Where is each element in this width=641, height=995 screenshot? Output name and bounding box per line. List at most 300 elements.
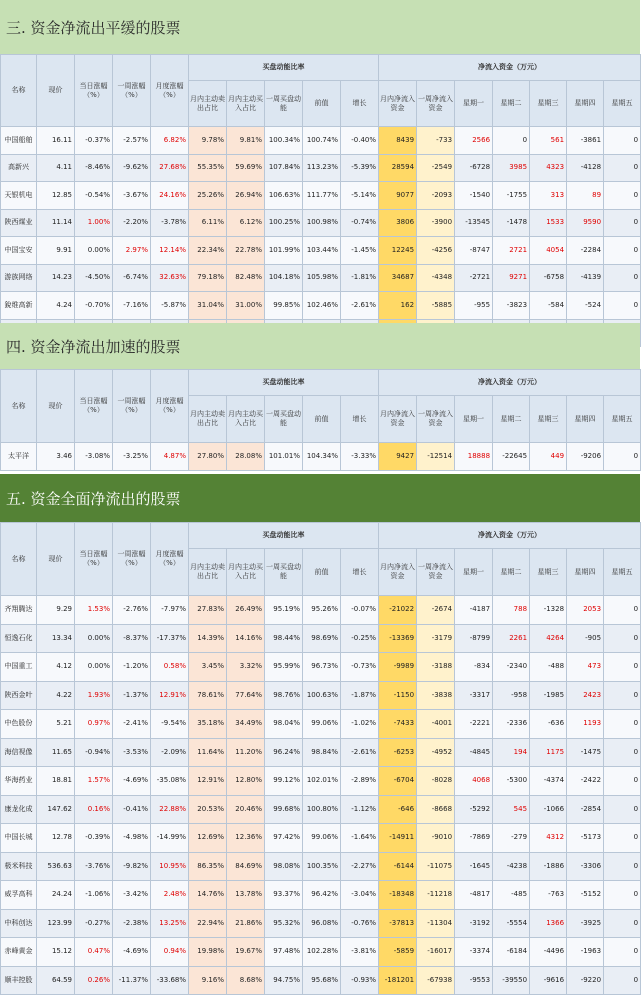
col-header-day-change: 当日涨幅（%） <box>75 55 113 127</box>
week-net-inflow-cell: -4256 <box>417 237 455 265</box>
growth-cell: -0.40% <box>341 127 379 155</box>
col-header-name: 名称 <box>1 523 37 596</box>
week-buy-energy-cell: 99.12% <box>265 767 303 796</box>
wednesday-cell: -763 <box>530 881 567 910</box>
growth-cell: -0.73% <box>341 653 379 682</box>
tuesday-cell: -958 <box>493 681 530 710</box>
thursday-cell: 473 <box>567 653 604 682</box>
month-sell-ratio-cell: 9.78% <box>189 127 227 155</box>
monday-cell: -5292 <box>455 795 493 824</box>
week-net-inflow-cell: -12514 <box>417 443 455 471</box>
month-net-inflow-cell: -1150 <box>379 681 417 710</box>
day-change-cell: 0.16% <box>75 795 113 824</box>
prev-value-cell: 100.63% <box>303 681 341 710</box>
month-change-cell: 10.95% <box>151 852 189 881</box>
week-net-inflow-cell: -4952 <box>417 738 455 767</box>
day-change-cell: -0.70% <box>75 292 113 320</box>
col-header-day-change: 当日涨幅（%） <box>75 523 113 596</box>
name-cell: 中科创达 <box>1 909 37 938</box>
month-net-inflow-cell: -18348 <box>379 881 417 910</box>
week-net-inflow-cell: -733 <box>417 127 455 155</box>
growth-cell: -2.89% <box>341 767 379 796</box>
thursday-cell: -5173 <box>567 824 604 853</box>
growth-cell: -3.33% <box>341 443 379 471</box>
col-header-monday: 星期一 <box>455 549 493 596</box>
day-change-cell: 1.93% <box>75 681 113 710</box>
thursday-cell: -2854 <box>567 795 604 824</box>
week-change-cell: -4.98% <box>113 824 151 853</box>
wednesday-cell: 1366 <box>530 909 567 938</box>
monday-cell: -4817 <box>455 881 493 910</box>
day-change-cell: 0.47% <box>75 938 113 967</box>
month-buy-ratio-cell: 84.69% <box>227 852 265 881</box>
week-change-cell: -3.42% <box>113 881 151 910</box>
thursday-cell: -9220 <box>567 966 604 995</box>
wednesday-cell: 313 <box>530 182 567 210</box>
prev-value-cell: 113.23% <box>303 154 341 182</box>
week-change-cell: -6.74% <box>113 264 151 292</box>
day-change-cell: 0.00% <box>75 624 113 653</box>
week-buy-energy-cell: 96.24% <box>265 738 303 767</box>
price-cell: 11.14 <box>37 209 75 237</box>
thursday-cell: -5152 <box>567 881 604 910</box>
name-cell: 高新兴 <box>1 154 37 182</box>
day-change-cell: -4.50% <box>75 264 113 292</box>
price-cell: 4.24 <box>37 292 75 320</box>
month-buy-ratio-cell: 9.81% <box>227 127 265 155</box>
wednesday-cell: 4323 <box>530 154 567 182</box>
month-buy-ratio-cell: 82.48% <box>227 264 265 292</box>
tuesday-cell: -279 <box>493 824 530 853</box>
month-sell-ratio-cell: 25.26% <box>189 182 227 210</box>
name-cell: 极米科技 <box>1 852 37 881</box>
month-sell-ratio-cell: 6.11% <box>189 209 227 237</box>
growth-cell: -0.76% <box>341 909 379 938</box>
day-change-cell: -8.46% <box>75 154 113 182</box>
day-change-cell: -3.08% <box>75 443 113 471</box>
group-header-net-inflow: 净流入资金（万元） <box>379 370 641 396</box>
tuesday-cell: -39550 <box>493 966 530 995</box>
col-header-growth: 增长 <box>341 396 379 443</box>
day-change-cell: 0.00% <box>75 653 113 682</box>
day-change-cell: 0.00% <box>75 237 113 265</box>
month-net-inflow-cell: -181201 <box>379 966 417 995</box>
table-row <box>1 881 641 910</box>
table-row <box>1 596 641 625</box>
prev-value-cell: 102.01% <box>303 767 341 796</box>
month-sell-ratio-cell: 35.18% <box>189 710 227 739</box>
week-buy-energy-cell: 97.42% <box>265 824 303 853</box>
month-sell-ratio-cell: 20.53% <box>189 795 227 824</box>
week-change-cell: -3.25% <box>113 443 151 471</box>
name-cell: 中国宝安 <box>1 237 37 265</box>
week-change-cell: -1.37% <box>113 681 151 710</box>
friday-cell: 0 <box>604 209 641 237</box>
month-net-inflow-cell: 9427 <box>379 443 417 471</box>
col-header-month-sell: 月内主动卖出占比 <box>189 81 227 127</box>
month-net-inflow-cell: -646 <box>379 795 417 824</box>
thursday-cell: -2284 <box>567 237 604 265</box>
price-cell: 24.24 <box>37 881 75 910</box>
friday-cell: 0 <box>604 909 641 938</box>
wednesday-cell: -1985 <box>530 681 567 710</box>
month-net-inflow-cell: -6253 <box>379 738 417 767</box>
day-change-cell: 1.53% <box>75 596 113 625</box>
monday-cell: -1540 <box>455 182 493 210</box>
week-buy-energy-cell: 107.84% <box>265 154 303 182</box>
col-header-month-buy: 月内主动买入占比 <box>227 396 265 443</box>
group-header-buy-ratio: 买盘动能比率 <box>189 523 379 549</box>
thursday-cell: 2053 <box>567 596 604 625</box>
month-sell-ratio-cell: 86.35% <box>189 852 227 881</box>
month-net-inflow-cell: 8439 <box>379 127 417 155</box>
name-cell: 华海药业 <box>1 767 37 796</box>
month-change-cell: 4.87% <box>151 443 189 471</box>
month-sell-ratio-cell: 27.80% <box>189 443 227 471</box>
month-sell-ratio-cell: 11.64% <box>189 738 227 767</box>
growth-cell: -2.27% <box>341 852 379 881</box>
month-change-cell: 2.48% <box>151 881 189 910</box>
day-change-cell: 1.57% <box>75 767 113 796</box>
table-row <box>1 767 641 796</box>
month-change-cell: -2.09% <box>151 738 189 767</box>
prev-value-cell: 105.98% <box>303 264 341 292</box>
friday-cell: 0 <box>604 182 641 210</box>
month-change-cell: -17.37% <box>151 624 189 653</box>
week-change-cell: 2.97% <box>113 237 151 265</box>
table-row <box>1 966 641 995</box>
prev-value-cell: 99.06% <box>303 824 341 853</box>
month-sell-ratio-cell: 22.34% <box>189 237 227 265</box>
table-row <box>1 852 641 881</box>
tuesday-cell: -4238 <box>493 852 530 881</box>
table-row <box>1 909 641 938</box>
monday-cell: -955 <box>455 292 493 320</box>
prev-value-cell: 95.68% <box>303 966 341 995</box>
tuesday-cell: -1755 <box>493 182 530 210</box>
col-header-month-sell: 月内主动卖出占比 <box>189 396 227 443</box>
week-net-inflow-cell: -3179 <box>417 624 455 653</box>
col-header-week-buy-energy: 一周买盘动能 <box>265 396 303 443</box>
month-buy-ratio-cell: 11.20% <box>227 738 265 767</box>
price-cell: 3.46 <box>37 443 75 471</box>
growth-cell: -0.07% <box>341 596 379 625</box>
month-sell-ratio-cell: 9.16% <box>189 966 227 995</box>
month-sell-ratio-cell: 12.69% <box>189 824 227 853</box>
price-cell: 13.34 <box>37 624 75 653</box>
growth-cell: -0.93% <box>341 966 379 995</box>
prev-value-cell: 100.98% <box>303 209 341 237</box>
prev-value-cell: 98.84% <box>303 738 341 767</box>
month-change-cell: -3.78% <box>151 209 189 237</box>
col-header-week-change: 一周涨幅（%） <box>113 370 151 443</box>
week-net-inflow-cell: -3188 <box>417 653 455 682</box>
price-cell: 12.78 <box>37 824 75 853</box>
week-buy-energy-cell: 94.75% <box>265 966 303 995</box>
day-change-cell: -3.76% <box>75 852 113 881</box>
tuesday-cell: 0 <box>493 127 530 155</box>
month-buy-ratio-cell: 19.67% <box>227 938 265 967</box>
friday-cell: 0 <box>604 443 641 471</box>
table-row <box>1 237 641 265</box>
friday-cell: 0 <box>604 881 641 910</box>
col-header-friday: 星期五 <box>604 81 641 127</box>
table-row <box>1 938 641 967</box>
name-cell: 中国重工 <box>1 653 37 682</box>
table-row <box>1 443 641 471</box>
friday-cell: 0 <box>604 292 641 320</box>
monday-cell: -3374 <box>455 938 493 967</box>
monday-cell: -8799 <box>455 624 493 653</box>
month-buy-ratio-cell: 26.49% <box>227 596 265 625</box>
col-header-price: 现价 <box>37 523 75 596</box>
price-cell: 11.65 <box>37 738 75 767</box>
col-header-month-net: 月内净流入资金 <box>379 81 417 127</box>
friday-cell: 0 <box>604 264 641 292</box>
table-row <box>1 824 641 853</box>
col-header-month-buy: 月内主动买入占比 <box>227 549 265 596</box>
prev-value-cell: 95.26% <box>303 596 341 625</box>
monday-cell: -6728 <box>455 154 493 182</box>
week-net-inflow-cell: -4001 <box>417 710 455 739</box>
month-sell-ratio-cell: 19.98% <box>189 938 227 967</box>
growth-cell: -1.45% <box>341 237 379 265</box>
month-change-cell: -7.97% <box>151 596 189 625</box>
table-row <box>1 209 641 237</box>
name-cell: 陕西煤业 <box>1 209 37 237</box>
monday-cell: 4068 <box>455 767 493 796</box>
month-buy-ratio-cell: 31.00% <box>227 292 265 320</box>
week-buy-energy-cell: 98.44% <box>265 624 303 653</box>
tuesday-cell: -5300 <box>493 767 530 796</box>
col-header-growth: 增长 <box>341 81 379 127</box>
wednesday-cell: -1328 <box>530 596 567 625</box>
tuesday-cell: -485 <box>493 881 530 910</box>
monday-cell: -1645 <box>455 852 493 881</box>
month-change-cell: 0.58% <box>151 653 189 682</box>
prev-value-cell: 100.74% <box>303 127 341 155</box>
price-cell: 12.85 <box>37 182 75 210</box>
day-change-cell: 1.00% <box>75 209 113 237</box>
price-cell: 147.62 <box>37 795 75 824</box>
tuesday-cell: 2721 <box>493 237 530 265</box>
tuesday-cell: 194 <box>493 738 530 767</box>
group-header-buy-ratio: 买盘动能比率 <box>189 55 379 81</box>
month-change-cell: 13.25% <box>151 909 189 938</box>
week-buy-energy-cell: 100.25% <box>265 209 303 237</box>
tuesday-cell: -3823 <box>493 292 530 320</box>
week-change-cell: -2.76% <box>113 596 151 625</box>
week-change-cell: -9.62% <box>113 154 151 182</box>
col-header-monday: 星期一 <box>455 396 493 443</box>
monday-cell: -9553 <box>455 966 493 995</box>
tuesday-cell: 2261 <box>493 624 530 653</box>
month-sell-ratio-cell: 55.35% <box>189 154 227 182</box>
month-buy-ratio-cell: 77.64% <box>227 681 265 710</box>
month-net-inflow-cell: -21022 <box>379 596 417 625</box>
table-row <box>1 182 641 210</box>
price-cell: 15.12 <box>37 938 75 967</box>
growth-cell: -1.64% <box>341 824 379 853</box>
table-row <box>1 292 641 320</box>
month-sell-ratio-cell: 31.04% <box>189 292 227 320</box>
week-buy-energy-cell: 97.48% <box>265 938 303 967</box>
prev-value-cell: 100.80% <box>303 795 341 824</box>
week-net-inflow-cell: -16017 <box>417 938 455 967</box>
week-buy-energy-cell: 93.37% <box>265 881 303 910</box>
monday-cell: 2566 <box>455 127 493 155</box>
wednesday-cell: -1886 <box>530 852 567 881</box>
growth-cell: -1.12% <box>341 795 379 824</box>
price-cell: 18.81 <box>37 767 75 796</box>
col-header-wednesday: 星期三 <box>530 549 567 596</box>
col-header-price: 现价 <box>37 370 75 443</box>
friday-cell: 0 <box>604 966 641 995</box>
col-header-week-net: 一周净流入资金 <box>417 81 455 127</box>
price-cell: 64.59 <box>37 966 75 995</box>
week-change-cell: -4.69% <box>113 938 151 967</box>
week-change-cell: -11.37% <box>113 966 151 995</box>
week-change-cell: -8.37% <box>113 624 151 653</box>
group-header-buy-ratio: 买盘动能比率 <box>189 370 379 396</box>
month-sell-ratio-cell: 78.61% <box>189 681 227 710</box>
growth-cell: -0.25% <box>341 624 379 653</box>
week-change-cell: -3.67% <box>113 182 151 210</box>
growth-cell: -3.81% <box>341 938 379 967</box>
month-buy-ratio-cell: 22.78% <box>227 237 265 265</box>
col-header-month-sell: 月内主动卖出占比 <box>189 549 227 596</box>
thursday-cell: 9590 <box>567 209 604 237</box>
week-change-cell: -2.57% <box>113 127 151 155</box>
month-net-inflow-cell: 162 <box>379 292 417 320</box>
name-cell: 海信视像 <box>1 738 37 767</box>
monday-cell: -13545 <box>455 209 493 237</box>
month-net-inflow-cell: -6144 <box>379 852 417 881</box>
col-header-monday: 星期一 <box>455 81 493 127</box>
name-cell: 中色股份 <box>1 710 37 739</box>
week-buy-energy-cell: 98.08% <box>265 852 303 881</box>
thursday-cell: -4128 <box>567 154 604 182</box>
day-change-cell: -0.37% <box>75 127 113 155</box>
col-header-month-buy: 月内主动买入占比 <box>227 81 265 127</box>
monday-cell: -2721 <box>455 264 493 292</box>
month-sell-ratio-cell: 14.39% <box>189 624 227 653</box>
thursday-cell: -1475 <box>567 738 604 767</box>
monday-cell: -2221 <box>455 710 493 739</box>
section-title-3: 三. 资金净流出平缓的股票 <box>0 0 640 54</box>
week-buy-energy-cell: 98.04% <box>265 710 303 739</box>
col-header-name: 名称 <box>1 55 37 127</box>
col-header-wednesday: 星期三 <box>530 396 567 443</box>
month-net-inflow-cell: 28594 <box>379 154 417 182</box>
price-cell: 4.22 <box>37 681 75 710</box>
friday-cell: 0 <box>604 154 641 182</box>
month-buy-ratio-cell: 12.80% <box>227 767 265 796</box>
thursday-cell: -3925 <box>567 909 604 938</box>
week-net-inflow-cell: -5885 <box>417 292 455 320</box>
col-header-price: 现价 <box>37 55 75 127</box>
wednesday-cell: -6758 <box>530 264 567 292</box>
month-change-cell: -33.68% <box>151 966 189 995</box>
month-net-inflow-cell: -13369 <box>379 624 417 653</box>
name-cell: 顺丰控股 <box>1 966 37 995</box>
wednesday-cell: 449 <box>530 443 567 471</box>
month-sell-ratio-cell: 79.18% <box>189 264 227 292</box>
price-cell: 536.63 <box>37 852 75 881</box>
week-change-cell: -2.38% <box>113 909 151 938</box>
week-change-cell: -4.69% <box>113 767 151 796</box>
table-row <box>1 681 641 710</box>
col-header-growth: 增长 <box>341 549 379 596</box>
week-net-inflow-cell: -11218 <box>417 881 455 910</box>
monday-cell: -3317 <box>455 681 493 710</box>
name-cell: 威孚高科 <box>1 881 37 910</box>
wednesday-cell: -488 <box>530 653 567 682</box>
stock-table-5 <box>0 522 641 995</box>
week-change-cell: -0.41% <box>113 795 151 824</box>
name-cell: 游族网络 <box>1 264 37 292</box>
monday-cell: -4845 <box>455 738 493 767</box>
col-header-month-change: 月度涨幅（%） <box>151 55 189 127</box>
col-header-week-change: 一周涨幅（%） <box>113 523 151 596</box>
month-sell-ratio-cell: 3.45% <box>189 653 227 682</box>
col-header-tuesday: 星期二 <box>493 549 530 596</box>
month-buy-ratio-cell: 59.69% <box>227 154 265 182</box>
growth-cell: -5.14% <box>341 182 379 210</box>
month-net-inflow-cell: -7433 <box>379 710 417 739</box>
week-net-inflow-cell: -3838 <box>417 681 455 710</box>
col-header-thursday: 星期四 <box>567 396 604 443</box>
col-header-tuesday: 星期二 <box>493 396 530 443</box>
day-change-cell: 0.26% <box>75 966 113 995</box>
tuesday-cell: -2340 <box>493 653 530 682</box>
week-change-cell: -7.16% <box>113 292 151 320</box>
week-net-inflow-cell: -2674 <box>417 596 455 625</box>
tuesday-cell: -5554 <box>493 909 530 938</box>
table-row <box>1 795 641 824</box>
month-net-inflow-cell: 3806 <box>379 209 417 237</box>
month-net-inflow-cell: -9989 <box>379 653 417 682</box>
col-header-thursday: 星期四 <box>567 81 604 127</box>
month-buy-ratio-cell: 6.12% <box>227 209 265 237</box>
thursday-cell: -3861 <box>567 127 604 155</box>
col-header-thursday: 星期四 <box>567 549 604 596</box>
day-change-cell: -0.39% <box>75 824 113 853</box>
month-buy-ratio-cell: 8.68% <box>227 966 265 995</box>
month-buy-ratio-cell: 14.16% <box>227 624 265 653</box>
wednesday-cell: -636 <box>530 710 567 739</box>
month-buy-ratio-cell: 20.46% <box>227 795 265 824</box>
tuesday-cell: 3985 <box>493 154 530 182</box>
table-row <box>1 710 641 739</box>
name-cell: 齐翔腾达 <box>1 596 37 625</box>
monday-cell: -834 <box>455 653 493 682</box>
week-net-inflow-cell: -8028 <box>417 767 455 796</box>
growth-cell: -0.74% <box>341 209 379 237</box>
month-net-inflow-cell: -37813 <box>379 909 417 938</box>
wednesday-cell: -584 <box>530 292 567 320</box>
thursday-cell: -9206 <box>567 443 604 471</box>
friday-cell: 0 <box>604 852 641 881</box>
tuesday-cell: -2336 <box>493 710 530 739</box>
friday-cell: 0 <box>604 596 641 625</box>
month-change-cell: 27.68% <box>151 154 189 182</box>
week-change-cell: -3.53% <box>113 738 151 767</box>
month-change-cell: 22.88% <box>151 795 189 824</box>
name-cell: 天银机电 <box>1 182 37 210</box>
col-header-month-change: 月度涨幅（%） <box>151 370 189 443</box>
col-header-day-change: 当日涨幅（%） <box>75 370 113 443</box>
